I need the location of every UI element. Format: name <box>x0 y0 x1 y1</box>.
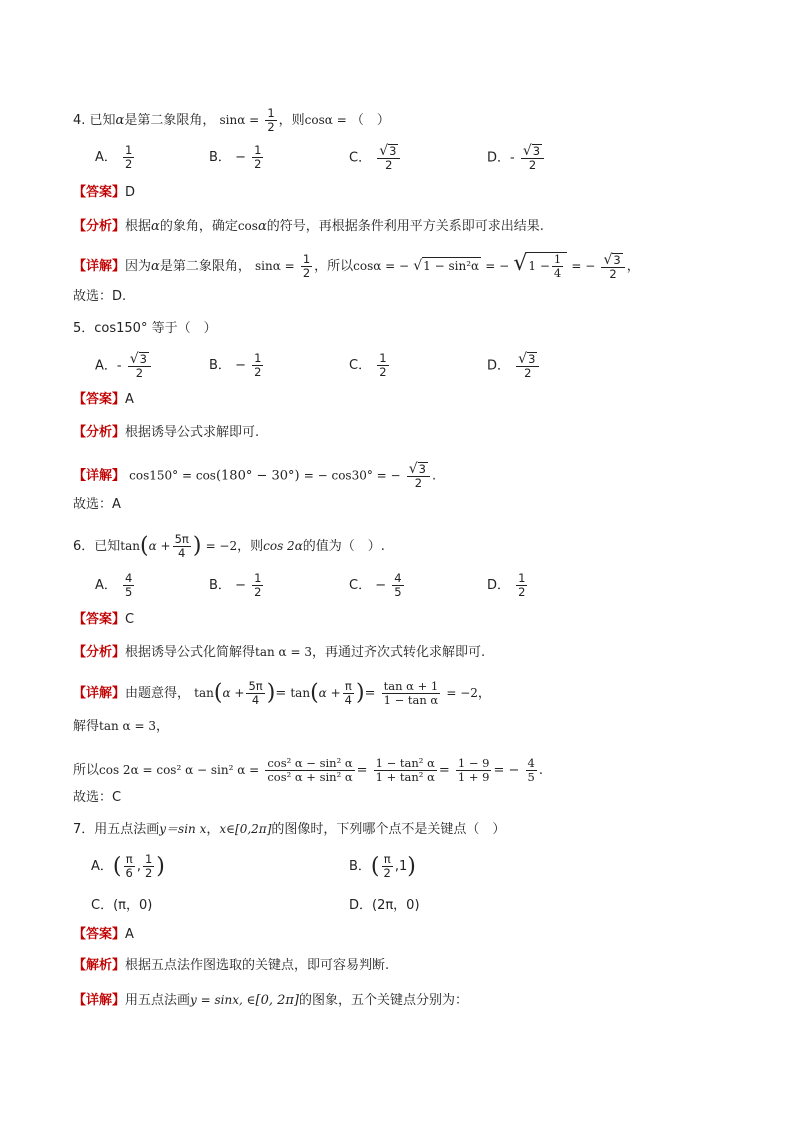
math-expression: = −2 <box>446 686 478 700</box>
option-letter: B． <box>209 150 231 165</box>
q4-stem-text: （ ） <box>350 113 390 128</box>
q7-answer <box>73 927 134 943</box>
denominator: 2 <box>144 866 153 880</box>
fraction-5pi-4 <box>246 680 264 707</box>
math-expression: y = sinx, ∈ <box>190 993 256 1007</box>
numerator: 1 <box>553 252 562 266</box>
denominator: 2 <box>383 866 391 880</box>
q4-stem-text: 4. 已知 <box>73 113 116 128</box>
fraction-quarter <box>552 253 563 280</box>
denominator: 2 <box>125 157 133 171</box>
q6-detail <box>73 680 491 707</box>
numerator <box>521 144 544 159</box>
paren-right: ) <box>192 533 202 559</box>
numerator <box>516 352 539 367</box>
fraction <box>252 572 263 599</box>
fraction <box>123 572 134 599</box>
numerator: 1 <box>518 571 526 585</box>
denominator: 2 <box>254 365 262 379</box>
answer-value: C <box>125 612 135 627</box>
fraction <box>526 757 537 784</box>
minus-sign: - <box>116 358 122 374</box>
numerator: π <box>344 679 352 693</box>
fraction-sqrt3-half <box>516 352 539 380</box>
q6-stem-text: ，则 <box>237 539 264 554</box>
q7-option-c: C．(π，0) <box>91 898 153 913</box>
denominator: 1 + tan² α <box>375 770 435 784</box>
q5-answer <box>73 392 134 408</box>
fraction <box>374 757 437 784</box>
radicand <box>527 252 567 280</box>
alpha-symbol: α <box>115 113 125 128</box>
math-expression: x∈[0,2π] <box>219 822 272 836</box>
fraction-sqrt3-half <box>128 352 151 380</box>
q7-stem-text: ， <box>206 822 220 837</box>
math-expression: = −2 <box>205 539 238 553</box>
answer-tag: 【答案】 <box>73 185 126 200</box>
detail-text: 的图象，五个关键点分别为： <box>299 993 469 1008</box>
math-expression: 1 − <box>528 259 550 273</box>
radicand: 3 <box>389 144 397 158</box>
minus-sign: − <box>235 358 246 373</box>
equals-sign: = <box>438 763 450 778</box>
analysis-text: 的象角，确定 <box>159 219 238 234</box>
q4-option-a <box>95 144 136 171</box>
denominator: 2 <box>528 158 537 172</box>
math-expression: α + <box>318 686 341 700</box>
math-expression: (180° − 30°) <box>215 468 300 484</box>
numerator: 5π <box>174 532 189 546</box>
numerator: tan α + 1 <box>383 679 439 693</box>
option-letter: B． <box>209 578 231 593</box>
radicand: 3 <box>532 144 541 158</box>
option-letter: A． <box>95 150 117 165</box>
option-letter: A． <box>95 578 117 593</box>
numerator: 4 <box>394 571 402 585</box>
detail-tag: 【详解】 <box>73 468 126 484</box>
detail-text: . <box>538 763 544 778</box>
q5-analysis <box>73 425 259 441</box>
analysis-text: 根据诱导公式化简解得 <box>125 645 256 660</box>
sin-label: sinα = <box>254 259 295 273</box>
numerator: 1 <box>302 252 311 266</box>
detail-text: 用五点法画 <box>125 993 191 1008</box>
radical-icon: √ <box>513 251 528 276</box>
answer-tag: 【答案】 <box>73 612 126 627</box>
option-letter: C． <box>349 150 372 166</box>
detail-tag: 【详解】 <box>73 686 126 701</box>
denominator: 4 <box>553 266 562 280</box>
fraction-sqrt3-half <box>601 253 624 281</box>
paren-left: ( <box>213 680 223 706</box>
option-letter: D． <box>487 150 511 166</box>
math-expression: cos 2α = cos² α − sin² α = <box>99 763 260 777</box>
fraction-half <box>377 352 388 379</box>
denominator: 2 <box>385 158 393 172</box>
radicand: 3 <box>528 352 536 366</box>
q5-option-c <box>349 352 391 379</box>
q6-option-a <box>95 572 136 599</box>
answer-tag: 【答案】 <box>73 392 126 407</box>
tan-label: tan <box>120 539 140 553</box>
option-letter: A． <box>95 358 117 374</box>
denominator: 2 <box>135 366 144 380</box>
analysis-tag: 【分析】 <box>73 425 126 440</box>
radical-icon: √ <box>408 461 418 477</box>
q7-stem-text: 的图像时，下列哪个点不是关键点（ ） <box>271 822 506 837</box>
q4-option-d <box>487 144 546 172</box>
fraction-5pi-4 <box>173 533 191 560</box>
detail-text: . <box>432 468 437 484</box>
radical-icon: √ <box>413 258 423 274</box>
radical-icon: √ <box>522 143 532 159</box>
radicand: 3 <box>139 352 147 366</box>
equals-sign: = <box>356 763 368 778</box>
math-expression: tan α = 3 <box>99 719 156 733</box>
option-letter: C． <box>349 358 372 373</box>
paren-right: ) <box>266 680 276 706</box>
analysis-text: 根据五点法作图选取的关键点，即可容易判断. <box>125 958 390 973</box>
paren-left: ( <box>112 854 122 879</box>
numerator: 1 − tan² α <box>375 756 435 770</box>
q6-answer <box>73 612 134 628</box>
math-expression: = − <box>571 259 596 273</box>
denominator: 5 <box>527 770 535 784</box>
q6-stem-text: 6．已知 <box>73 539 121 554</box>
q6-conclusion <box>73 757 543 784</box>
paren-left: ( <box>370 854 380 879</box>
q6-solve <box>73 718 169 735</box>
fraction-pi-6 <box>124 853 135 880</box>
fraction-half <box>265 107 276 134</box>
denominator: 2 <box>267 120 275 134</box>
minus-sign: − <box>375 578 387 593</box>
q6-option-c <box>349 572 406 599</box>
q6-stem <box>73 533 385 560</box>
q4-stem-text: 是第二象限角， <box>124 113 216 128</box>
detail-tag: 【详解】 <box>73 993 126 1008</box>
sin-label: sinα = <box>219 113 260 127</box>
q4-option-b <box>209 144 265 171</box>
radicand: 1 − sin²α <box>423 259 480 273</box>
detail-text: ，所以 <box>314 259 354 274</box>
math-expression: [0, 2π] <box>255 993 299 1008</box>
option-letter: D． <box>487 358 511 374</box>
math-expression: y＝sin x <box>159 822 207 836</box>
math-expression: cosα = − <box>353 259 410 273</box>
option-letter: C． <box>349 578 372 593</box>
radicand: 3 <box>613 252 621 267</box>
q7-analysis <box>73 958 389 974</box>
analysis-tag: 【分析】 <box>73 219 126 234</box>
option-letter: B． <box>349 859 371 874</box>
analysis-text: 根据 <box>125 219 152 234</box>
numerator: 1 − 9 <box>457 756 490 770</box>
option-letter: B． <box>209 358 231 373</box>
denominator: 2 <box>379 365 387 379</box>
denominator: 4 <box>178 546 186 560</box>
q5-stem: 5．cos150° 等于（ ） <box>73 321 217 336</box>
q5-option-b <box>209 352 265 379</box>
denominator: 6 <box>125 866 133 880</box>
q4-stem-text: ，则 <box>278 113 305 128</box>
numerator: 1 <box>267 106 275 120</box>
denominator: 1 − tan α <box>383 693 439 707</box>
tan-label: tan <box>194 686 214 700</box>
q7-option-b <box>349 853 416 880</box>
numerator: 4 <box>125 571 133 585</box>
detail-text: 解得 <box>73 719 100 734</box>
minus-sign: - <box>510 150 515 166</box>
denominator: 4 <box>344 693 352 707</box>
fraction-half <box>143 853 154 880</box>
detail-tag: 【详解】 <box>73 259 126 274</box>
fraction-half <box>252 352 263 379</box>
denominator: 2 <box>254 157 262 171</box>
analysis-tag: 【分析】 <box>73 645 126 660</box>
math-expression: = − cos30° = − <box>303 468 401 483</box>
numerator: 1 <box>254 351 262 365</box>
paren-right: ) <box>407 854 416 879</box>
math-expression: cos 2α <box>263 539 303 553</box>
fraction-tan <box>382 680 441 707</box>
analysis-text: 的符号，再根据条件利用平方关系即可求出结果. <box>266 219 544 234</box>
fraction-pi-2 <box>382 853 393 880</box>
math-expression: = − <box>485 259 510 273</box>
numerator: 1 <box>254 571 262 585</box>
fraction-pi-4 <box>343 680 354 707</box>
denominator: 2 <box>414 476 423 490</box>
denominator: 1 + 9 <box>457 770 490 784</box>
detail-text: 因为 <box>125 259 152 274</box>
fraction <box>265 757 354 784</box>
q4-option-c <box>349 144 402 172</box>
math-expression: cos150° = cos <box>129 468 216 483</box>
q6-option-d <box>487 572 529 599</box>
q6-analysis <box>73 644 485 661</box>
paren-left: ( <box>140 533 149 559</box>
q4-detail <box>73 252 640 281</box>
fraction-sqrt3-half <box>377 144 400 172</box>
answer-value: D <box>125 185 136 200</box>
q6-stem-text: 的值为（ ）. <box>302 539 385 554</box>
radical-icon: √ <box>129 351 139 367</box>
q6-choose: 故选：C <box>73 790 122 805</box>
detail-text: 所以 <box>73 763 100 778</box>
math-expression: tan α = 3 <box>255 645 312 659</box>
numerator: 1 <box>379 351 387 365</box>
q4-choose: 故选：D. <box>73 289 127 304</box>
denominator: 2 <box>518 585 526 599</box>
denominator: 2 <box>254 585 262 599</box>
fraction-sqrt3-half <box>407 462 430 490</box>
answer-tag: 【答案】 <box>73 927 126 942</box>
numerator: 1 <box>125 143 133 157</box>
fraction <box>392 572 403 599</box>
numerator: 4 <box>527 756 535 770</box>
radical-icon: √ <box>379 143 389 159</box>
fraction-half <box>301 253 312 280</box>
numerator: 1 <box>254 143 262 157</box>
minus-sign: − <box>235 150 246 165</box>
answer-value: A <box>125 927 134 942</box>
equals-sign: = − <box>493 763 520 778</box>
denominator: 2 <box>609 266 617 281</box>
detail-text: 由题意得， <box>125 686 191 701</box>
math-expression: α + <box>148 539 171 553</box>
alpha-symbol: α <box>151 219 160 234</box>
option-letter: A． <box>91 859 113 874</box>
denominator: 5 <box>125 585 133 599</box>
q7-option-d: D．(2π，0) <box>349 898 420 913</box>
analysis-text: ，再通过齐次式转化求解即可. <box>311 645 486 660</box>
q5-choose: 故选：A <box>73 497 121 512</box>
alpha-symbol: α <box>257 219 267 234</box>
analysis-tag: 【解析】 <box>73 958 126 973</box>
q4-analysis: 【分析】根据α的象角，确定cosα的符号，再根据条件利用平方关系即可求出结果. <box>73 219 544 234</box>
denominator: cos² α + sin² α <box>267 770 353 784</box>
fraction-half <box>123 144 134 171</box>
option-letter: D． <box>487 578 511 593</box>
detail-text: 是第二象限角， <box>159 259 251 274</box>
numerator: π <box>383 852 391 866</box>
minus-sign: − <box>235 578 246 593</box>
fraction <box>456 757 492 784</box>
numerator: π <box>125 852 133 866</box>
math-expression: α + <box>222 686 245 700</box>
q7-detail <box>73 992 468 1009</box>
detail-text: ， <box>626 259 640 274</box>
denominator: 2 <box>302 266 311 280</box>
denominator: 5 <box>394 585 402 599</box>
q4-answer <box>73 185 135 201</box>
q7-option-a: A．( $\frac{\pi}{6}$ , $\frac{1}{2}$ ) <box>91 852 165 880</box>
numerator: cos² α − sin² α <box>267 756 353 770</box>
radical-icon: √ <box>603 251 613 268</box>
detail-text: ， <box>155 719 169 734</box>
equals-sign: = <box>275 686 287 701</box>
q6-option-b <box>209 572 265 599</box>
equals-sign: = <box>364 686 376 701</box>
q5-detail <box>73 462 436 490</box>
numerator: 1 <box>144 852 153 866</box>
numerator <box>128 352 151 367</box>
detail-text: ， <box>477 686 491 701</box>
paren-right: ) <box>156 854 165 879</box>
radicand: 3 <box>418 462 426 476</box>
numerator <box>377 144 400 159</box>
paren-right: ) <box>355 680 365 706</box>
numerator: 5π <box>248 679 263 693</box>
q5-option-a <box>95 352 153 380</box>
numerator <box>601 253 624 268</box>
q7-stem <box>73 821 505 838</box>
fraction <box>516 572 527 599</box>
q4-stem <box>73 107 390 134</box>
q7-stem-text: 7．用五点法画 <box>73 822 160 837</box>
paren-left: ( <box>310 680 319 706</box>
math-expression: ,1 <box>394 859 408 874</box>
numerator <box>407 462 430 477</box>
denominator: 2 <box>524 366 532 380</box>
q5-option-d <box>487 352 541 380</box>
alpha-symbol: α <box>151 259 160 274</box>
cos-label: cosα = <box>304 113 347 127</box>
analysis-text: 根据诱导公式求解即可. <box>125 425 260 440</box>
radical-icon: √ <box>518 351 528 367</box>
fraction-half <box>252 144 263 171</box>
tan-label: tan <box>290 686 311 700</box>
denominator: 4 <box>251 693 260 707</box>
fraction-sqrt3-half <box>521 144 544 172</box>
answer-value: A <box>125 392 134 407</box>
